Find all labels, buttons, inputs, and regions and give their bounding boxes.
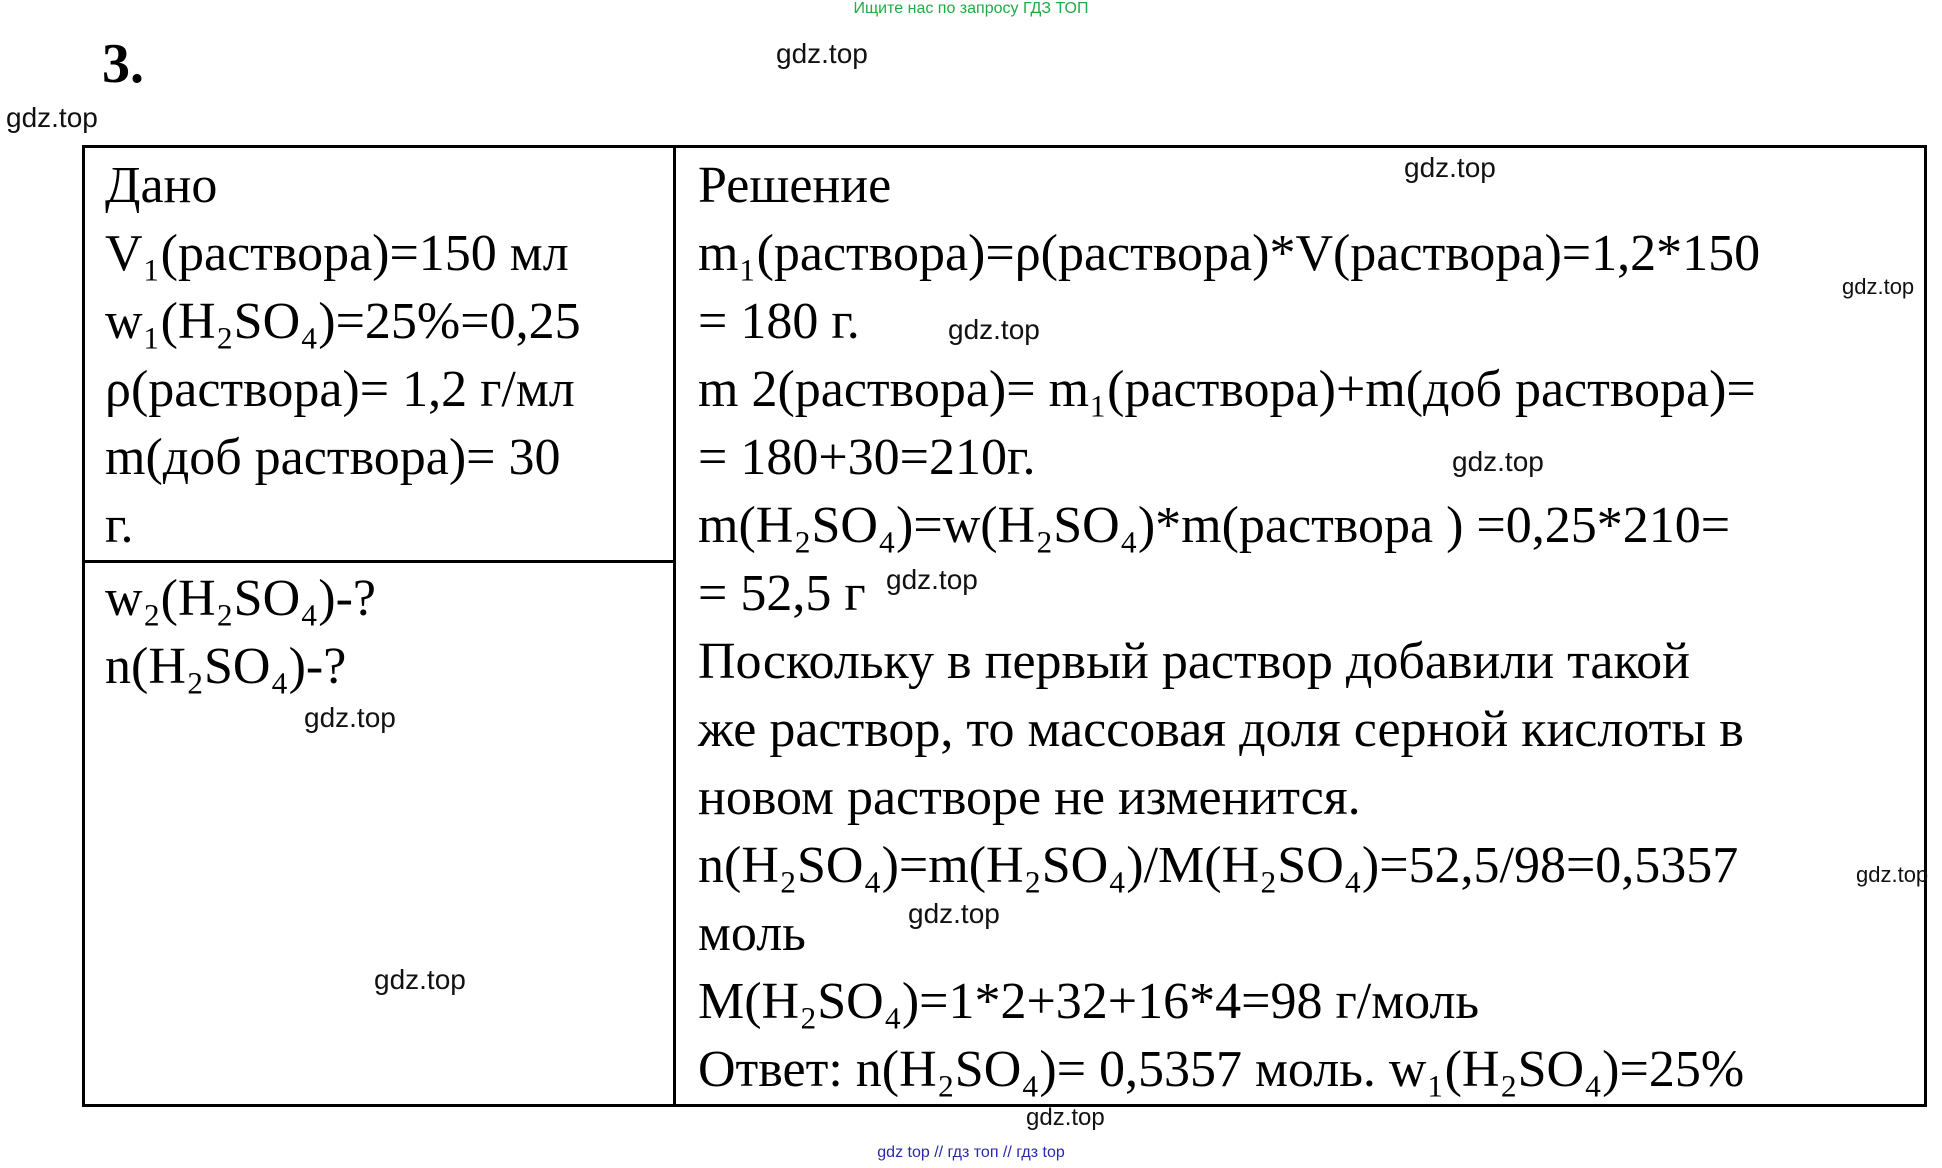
given-cell	[84, 147, 675, 562]
solution-line: m 2(раствора)= m₁(раствора)+m(доб раствора)=	[698, 361, 1756, 418]
watermark: gdz.top	[908, 898, 1000, 929]
watermark: gdz.top	[776, 38, 868, 69]
find-cell	[84, 562, 675, 1106]
find-line: n(H₂SO₄)-?	[105, 638, 347, 695]
watermark: gdz.top	[1842, 274, 1915, 299]
solution-line: m(H₂SO₄)=w(H₂SO₄)*m(раствора ) =0,25*210=	[698, 497, 1731, 554]
solution-line: новом растворе не изменится.	[698, 769, 1361, 826]
watermark: gdz.top	[948, 314, 1040, 345]
solution-line: M(H₂SO₄)=1*2+32+16*4=98 г/моль	[698, 973, 1480, 1030]
given-line: m(доб раствора)= 30	[105, 429, 561, 486]
task-number: 3.	[102, 33, 144, 95]
search-banner: Ищите нас по запросу ГДЗ ТОП	[853, 0, 1089, 17]
solution-line: = 180+30=210г.	[698, 429, 1036, 486]
find-line: w₂(H₂SO₄)-?	[105, 570, 376, 627]
answer-line: Ответ: n(H₂SO₄)= 0,5357 моль. w₁(H₂SO₄)=25%	[698, 1041, 1745, 1098]
watermark: gdz.top	[304, 702, 396, 733]
footer-links: gdz top // гдз топ // гдз top	[877, 1144, 1065, 1161]
watermark: gdz.top	[6, 102, 98, 133]
solution-line: m₁(раствора)=ρ(раствора)*V(раствора)=1,2*150	[698, 225, 1761, 282]
solution-line: = 52,5 г	[698, 565, 866, 622]
given-line: ρ(раствора)= 1,2 г/мл	[105, 361, 575, 418]
watermark: gdz.top	[1026, 1104, 1105, 1131]
solution-cell	[675, 147, 1929, 1106]
solution-line: же раствор, то массовая доля серной кислоты в	[698, 701, 1744, 758]
given-line: w₁(H₂SO₄)=25%=0,25	[105, 293, 581, 350]
solution-line: n(H₂SO₄)=m(H₂SO₄)/M(H₂SO₄)=52,5/98=0,5357	[698, 837, 1739, 894]
watermark: gdz.top	[1856, 862, 1929, 887]
watermark: gdz.top	[886, 564, 978, 595]
solution-line: моль	[698, 905, 806, 962]
solution-table	[82, 145, 1927, 1107]
solution-line: = 180 г.	[698, 293, 860, 350]
solution-line: Поскольку в первый раствор добавили такой	[698, 633, 1690, 690]
solution-header: Решение	[698, 157, 892, 214]
given-line: г.	[105, 497, 134, 554]
given-line: V₁(раствора)=150 мл	[105, 225, 569, 282]
watermark: gdz.top	[1452, 446, 1544, 477]
watermark: gdz.top	[374, 964, 466, 995]
watermark: gdz.top	[1404, 152, 1496, 183]
given-header: Дано	[105, 157, 218, 214]
